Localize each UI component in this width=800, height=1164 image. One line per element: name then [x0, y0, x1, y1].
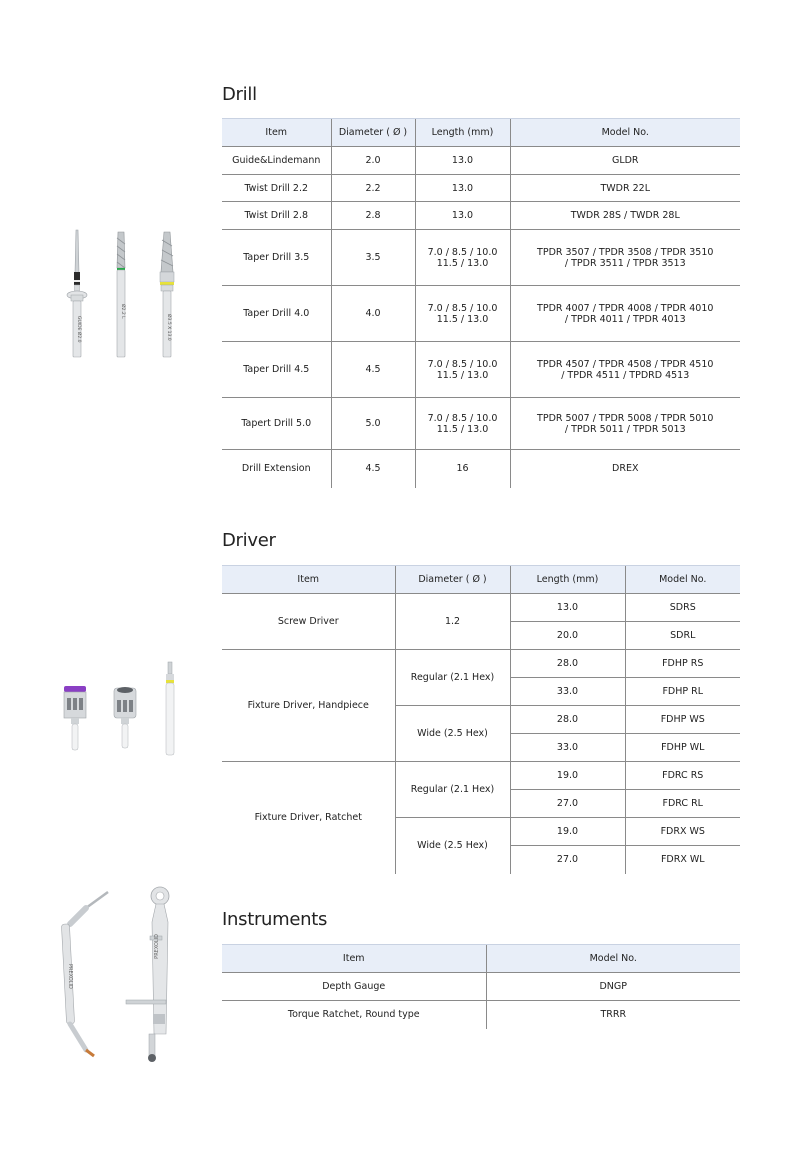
table-row: [222, 594, 740, 622]
drill-length-line1: 7.0 / 8.5 / 10.0: [427, 246, 498, 258]
instrument-item: Torque Ratchet, Round type: [287, 1009, 420, 1021]
driver-model: FDRX WL: [625, 846, 740, 874]
drill-length: 13.0: [415, 175, 510, 202]
twist-drill-label: Ø2.2 L: [120, 304, 125, 319]
drill-diameter: 4.5: [331, 342, 415, 398]
drill-model: [510, 286, 740, 342]
driver-model: SDRL: [625, 622, 740, 650]
drill-item: Taper Drill 4.0: [222, 286, 331, 342]
drill-table: [222, 118, 740, 488]
drill-header-diameter: Diameter ( Ø ): [331, 119, 415, 147]
drill-model: [510, 342, 740, 398]
table-row: [222, 650, 740, 678]
drill-item: Taper Drill 3.5: [222, 230, 331, 286]
drill-model: GLDR: [510, 147, 740, 175]
driver-length: 20.0: [510, 622, 625, 650]
drill-model: TWDR 22L: [510, 175, 740, 202]
torque-ratchet-label: PREXOLID: [154, 934, 160, 959]
driver-item: Fixture Driver, Handpiece: [222, 650, 395, 762]
drill-model: [510, 398, 740, 450]
drill-diameter: 2.8: [331, 202, 415, 230]
drill-model-line2: / TPDR 5011 / TPDR 5013: [564, 423, 686, 435]
drill-header-item: Item: [222, 119, 331, 147]
drill-model: DREX: [510, 450, 740, 488]
drill-header-length: Length (mm): [415, 119, 510, 147]
driver-length: 33.0: [510, 734, 625, 762]
driver-header-model: Model No.: [625, 566, 740, 594]
driver-section-title: Driver: [222, 530, 276, 551]
drill-length: [415, 230, 510, 286]
table-row: [222, 342, 740, 398]
driver-hex: Regular (2.1 Hex): [395, 762, 510, 818]
drill-length: 16: [415, 450, 510, 488]
ratchet-driver-image: [114, 687, 136, 748]
driver-length: 33.0: [510, 678, 625, 706]
drill-images: [58, 228, 198, 363]
instrument-item: Depth Gauge: [222, 973, 486, 1001]
drill-item: Taper Drill 4.5: [222, 342, 331, 398]
driver-header-diameter: Diameter ( Ø ): [395, 566, 510, 594]
driver-model: FDRC RL: [625, 790, 740, 818]
driver-length: 27.0: [510, 846, 625, 874]
instruments-header-model: Model No.: [486, 945, 740, 973]
table-row: [222, 286, 740, 342]
driver-hex: Regular (2.1 Hex): [395, 650, 510, 706]
taper-drill-label: Ø3.5 X 13.0: [166, 314, 171, 341]
drill-header-model: Model No.: [510, 119, 740, 147]
instruments-table: [222, 944, 740, 1029]
instruments-section-title: Instruments: [222, 909, 328, 930]
drill-diameter: 4.5: [331, 450, 415, 488]
driver-length: 19.0: [510, 818, 625, 846]
table-row: [222, 450, 740, 488]
twist-drill-image: [117, 232, 127, 357]
driver-length: 19.0: [510, 762, 625, 790]
drill-model-line1: TPDR 4507 / TPDR 4508 / TPDR 4510: [537, 358, 714, 370]
drill-model-line2: / TPDR 4011 / TPDR 4013: [564, 313, 686, 325]
driver-hex: Wide (2.5 Hex): [395, 818, 510, 874]
driver-model: FDHP RL: [625, 678, 740, 706]
drill-model-line1: TPDR 5007 / TPDR 5008 / TPDR 5010: [537, 412, 714, 424]
table-row: [222, 230, 740, 286]
drill-model: [510, 230, 740, 286]
drill-section-title: Drill: [222, 84, 257, 105]
drill-diameter: 2.2: [331, 175, 415, 202]
drill-length: [415, 286, 510, 342]
guide-drill-image: [67, 230, 87, 357]
screw-driver-image: [166, 662, 174, 755]
taper-drill-image: [160, 232, 174, 357]
table-row: [222, 147, 740, 175]
drill-length-line1: 7.0 / 8.5 / 10.0: [427, 302, 498, 314]
drill-model-line2: / TPDR 4511 / TPDRD 4513: [561, 369, 690, 381]
drill-diameter: 3.5: [331, 230, 415, 286]
drill-length-line1: 7.0 / 8.5 / 10.0: [427, 358, 498, 370]
driver-model: FDHP WL: [625, 734, 740, 762]
drill-length-line2: 11.5 / 13.0: [436, 257, 489, 269]
drill-length: 13.0: [415, 202, 510, 230]
driver-hex: Wide (2.5 Hex): [395, 706, 510, 762]
table-row: [222, 202, 740, 230]
driver-model: FDHP RS: [625, 650, 740, 678]
driver-images: [58, 660, 188, 760]
drill-model-line2: / TPDR 3511 / TPDR 3513: [564, 257, 686, 269]
drill-diameter: 4.0: [331, 286, 415, 342]
table-row: [222, 973, 740, 1001]
drill-length-line2: 11.5 / 13.0: [436, 313, 489, 325]
drill-length: [415, 342, 510, 398]
instruments-header-item: Item: [222, 945, 486, 973]
table-row: [222, 1001, 740, 1029]
driver-model: FDRX WS: [625, 818, 740, 846]
driver-item: Fixture Driver, Ratchet: [254, 812, 362, 824]
drill-item: Drill Extension: [241, 463, 311, 475]
drill-length-line2: 11.5 / 13.0: [436, 369, 489, 381]
drill-length-line1: 7.0 / 8.5 / 10.0: [427, 412, 498, 424]
driver-table: [222, 565, 740, 874]
guide-drill-label: GUIDE Ø2.0: [76, 316, 81, 343]
drill-table-header-row: [222, 119, 740, 147]
table-row: [222, 175, 740, 202]
drill-diameter: 2.0: [331, 147, 415, 175]
driver-length: 28.0: [510, 650, 625, 678]
instrument-model: DNGP: [486, 973, 740, 1001]
driver-item: Screw Driver: [222, 594, 395, 650]
driver-model: SDRS: [625, 594, 740, 622]
table-row: [222, 398, 740, 450]
drill-item: Tapert Drill 5.0: [222, 398, 331, 450]
driver-table-header-row: [222, 566, 740, 594]
driver-length: 27.0: [510, 790, 625, 818]
driver-header-item: Item: [222, 566, 395, 594]
table-row: [222, 762, 740, 790]
drill-length-line2: 11.5 / 13.0: [436, 423, 489, 435]
drill-item: Guide&Lindemann: [222, 147, 331, 175]
driver-model: FDRC RS: [625, 762, 740, 790]
driver-header-length: Length (mm): [510, 566, 625, 594]
depth-gauge-label: PREXOLID: [67, 964, 73, 989]
instrument-images: [56, 884, 196, 1064]
driver-model: FDHP WS: [625, 706, 740, 734]
depth-gauge-image: [61, 892, 108, 1056]
drill-item: Twist Drill 2.2: [222, 175, 331, 202]
drill-item: Twist Drill 2.8: [222, 202, 331, 230]
drill-model-line1: TPDR 3507 / TPDR 3508 / TPDR 3510: [537, 246, 714, 258]
drill-length: [415, 398, 510, 450]
drill-diameter: 5.0: [331, 398, 415, 450]
driver-length: 28.0: [510, 706, 625, 734]
drill-model: TWDR 28S / TWDR 28L: [510, 202, 740, 230]
drill-length: 13.0: [415, 147, 510, 175]
torque-ratchet-image: [126, 887, 169, 1062]
handpiece-driver-image: [64, 686, 86, 750]
instruments-table-header-row: [222, 945, 740, 973]
drill-model-line1: TPDR 4007 / TPDR 4008 / TPDR 4010: [537, 302, 714, 314]
driver-diameter: 1.2: [395, 594, 510, 650]
driver-length: 13.0: [510, 594, 625, 622]
instrument-model: TRRR: [486, 1001, 740, 1029]
